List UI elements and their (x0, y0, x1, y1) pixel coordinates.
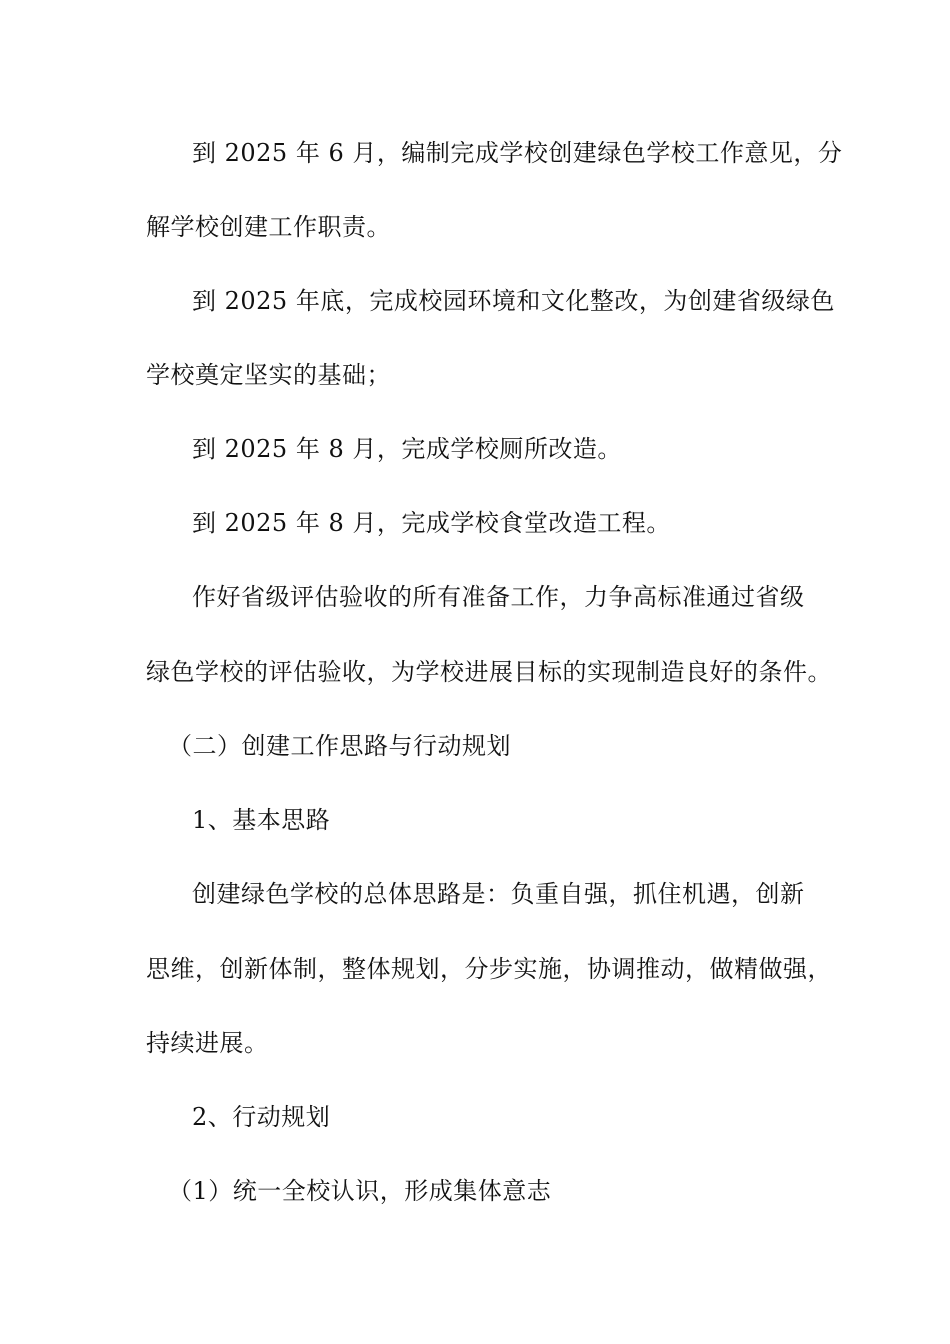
paragraph-5-line-2: 绿色学校的评估验收，为学校进展目标的实现制造良好的条件。 (146, 658, 832, 686)
subheading-basic-approach: 1、基本思路 (192, 806, 331, 834)
paragraph-2-line-2: 学校奠定坚实的基础； (146, 361, 391, 389)
paragraph-8-line-3: 持续进展。 (146, 1029, 269, 1057)
subheading-action-plan: 2、行动规划 (192, 1103, 331, 1131)
paragraph-8-line-2: 思维，创新体制，整体规划，分步实施，协调推动，做精做强， (146, 955, 832, 983)
list-item-1: （1）统一全校认识，形成集体意志 (168, 1177, 552, 1205)
section-heading: （二）创建工作思路与行动规划 (168, 732, 511, 760)
paragraph-1-line-1: 到 2025 年 6 月，编制完成学校创建绿色学校工作意见，分 (192, 139, 843, 167)
paragraph-4: 到 2025 年 8 月，完成学校食堂改造工程。 (192, 509, 671, 537)
paragraph-3: 到 2025 年 8 月，完成学校厕所改造。 (192, 435, 622, 463)
paragraph-2-line-1: 到 2025 年底，完成校园环境和文化整改，为创建省级绿色 (192, 287, 835, 315)
paragraph-1-line-2: 解学校创建工作职责。 (146, 213, 391, 241)
paragraph-8-line-1: 创建绿色学校的总体思路是：负重自强，抓住机遇，创新 (192, 880, 805, 908)
paragraph-5-line-1: 作好省级评估验收的所有准备工作，力争高标准通过省级 (192, 583, 805, 611)
